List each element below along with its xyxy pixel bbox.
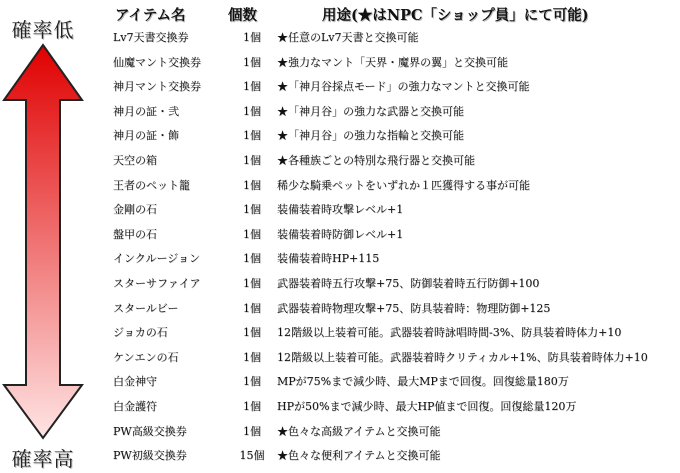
item-quantity: 1個 [243,400,261,413]
item-quantity: 1個 [243,80,261,94]
item-quantity: 15個 [239,449,265,463]
item-quantity: 1個 [243,252,261,266]
item-quantity: 1個 [243,350,261,364]
table-row [0,124,680,148]
table-row [0,247,680,271]
table-row [0,321,680,345]
table-row [0,346,680,370]
item-name: ジョカの石 [113,326,168,340]
item-quantity: 1個 [243,326,261,340]
item-quantity: 1個 [243,277,261,290]
table-row [0,297,680,321]
item-name: 神月の証・飾 [113,129,179,143]
item-quantity: 1個 [243,129,261,143]
table-row [0,75,680,99]
item-usage: ★各種族ごとの特別な飛行器と交換可能 [277,154,475,167]
item-usage: ★色々な高級アイテムと交換可能 [277,424,441,438]
item-usage: 稀少な騎乗ペットをいずれか１匹獲得する事が可能 [277,178,530,192]
item-name: PW高級交換券 [113,424,187,438]
item-quantity: 1個 [243,104,261,118]
table-row [0,174,680,198]
item-name: スターサファイア [113,277,201,290]
item-name: Lv7天書交換券 [113,31,189,44]
table-row [0,223,680,247]
item-name: インクルージョン [113,252,201,266]
item-quantity: 1個 [243,203,261,217]
item-name: スタールビー [113,301,179,315]
item-quantity: 1個 [243,424,261,438]
item-usage: ★「神月谷」の強力な指輪と交換可能 [277,129,464,143]
item-quantity: 1個 [243,227,261,241]
item-quantity: 1個 [243,55,261,69]
table-row [0,100,680,124]
item-usage: 12階級以上装着可能。武器装着時詠唱時間-3%、防具装着時体力+10 [277,326,622,340]
item-quantity: 1個 [243,154,261,167]
item-name: 神月マント交換券 [113,80,201,94]
item-usage: 装備装着時攻撃レベル+1 [277,203,404,217]
item-usage: MPが75%まで減少時、最大MPまで回復。回復総量180万 [277,375,569,389]
item-name: 金剛の石 [113,203,157,217]
item-name: 神月の証・弐 [113,104,179,118]
item-usage: ★「神月谷採点モード」の強力なマントと交換可能 [277,80,530,94]
item-usage: 装備装着時HP+115 [277,252,380,266]
probability-high-label: 確率高 [11,447,75,471]
table-row [0,420,680,444]
probability-low-label: 確率低 [11,18,75,42]
item-name: 盤甲の石 [113,227,157,241]
item-usage: ★色々な便利アイテムと交換可能 [277,449,441,463]
table-row [0,51,680,75]
table-row [0,26,680,50]
item-name: 天空の箱 [113,154,157,167]
item-name: 王者のペット籠 [113,178,190,192]
table-row [0,444,680,468]
item-usage: 装備装着時防御レベル+1 [277,227,404,241]
item-usage: 武器装着時五行攻撃+75、防御装着時五行防御+100 [277,277,540,290]
item-usage: ★強力なマント「天界・魔界の翼」と交換可能 [277,55,508,69]
item-usage: ★任意のLv7天書と交換可能 [277,31,419,44]
table-row [0,395,680,419]
table-row [0,198,680,222]
item-usage: ★「神月谷」の強力な武器と交換可能 [277,104,464,118]
usage-header: 用途(★はNPC「ショップ員」にて可能) [322,7,589,24]
item-usage: HPが50%まで減少時、最大HP値まで回復。回復総量120万 [277,400,577,413]
item-quantity: 1個 [243,178,261,192]
item-quantity: 1個 [243,301,261,315]
item-name: 白金護符 [113,400,157,413]
table-row [0,370,680,394]
table-row [0,272,680,296]
item-name: 白金神守 [113,375,157,389]
item-name: ケンエンの石 [113,350,179,364]
quantity-header: 個数 [228,7,257,24]
item-quantity: 1個 [243,31,261,44]
item-name-header: アイテム名 [115,7,186,24]
item-name: 仙魔マント交換券 [113,55,201,69]
item-name: PW初級交換券 [113,449,187,463]
table-row [0,149,680,173]
item-usage: 12階級以上装着可能。武器装着時クリティカル+1%、防具装着時体力+10 [277,350,648,364]
item-quantity: 1個 [243,375,261,389]
item-usage: 武器装着時物理攻撃+75、防具装着時：物理防御+125 [277,301,551,315]
